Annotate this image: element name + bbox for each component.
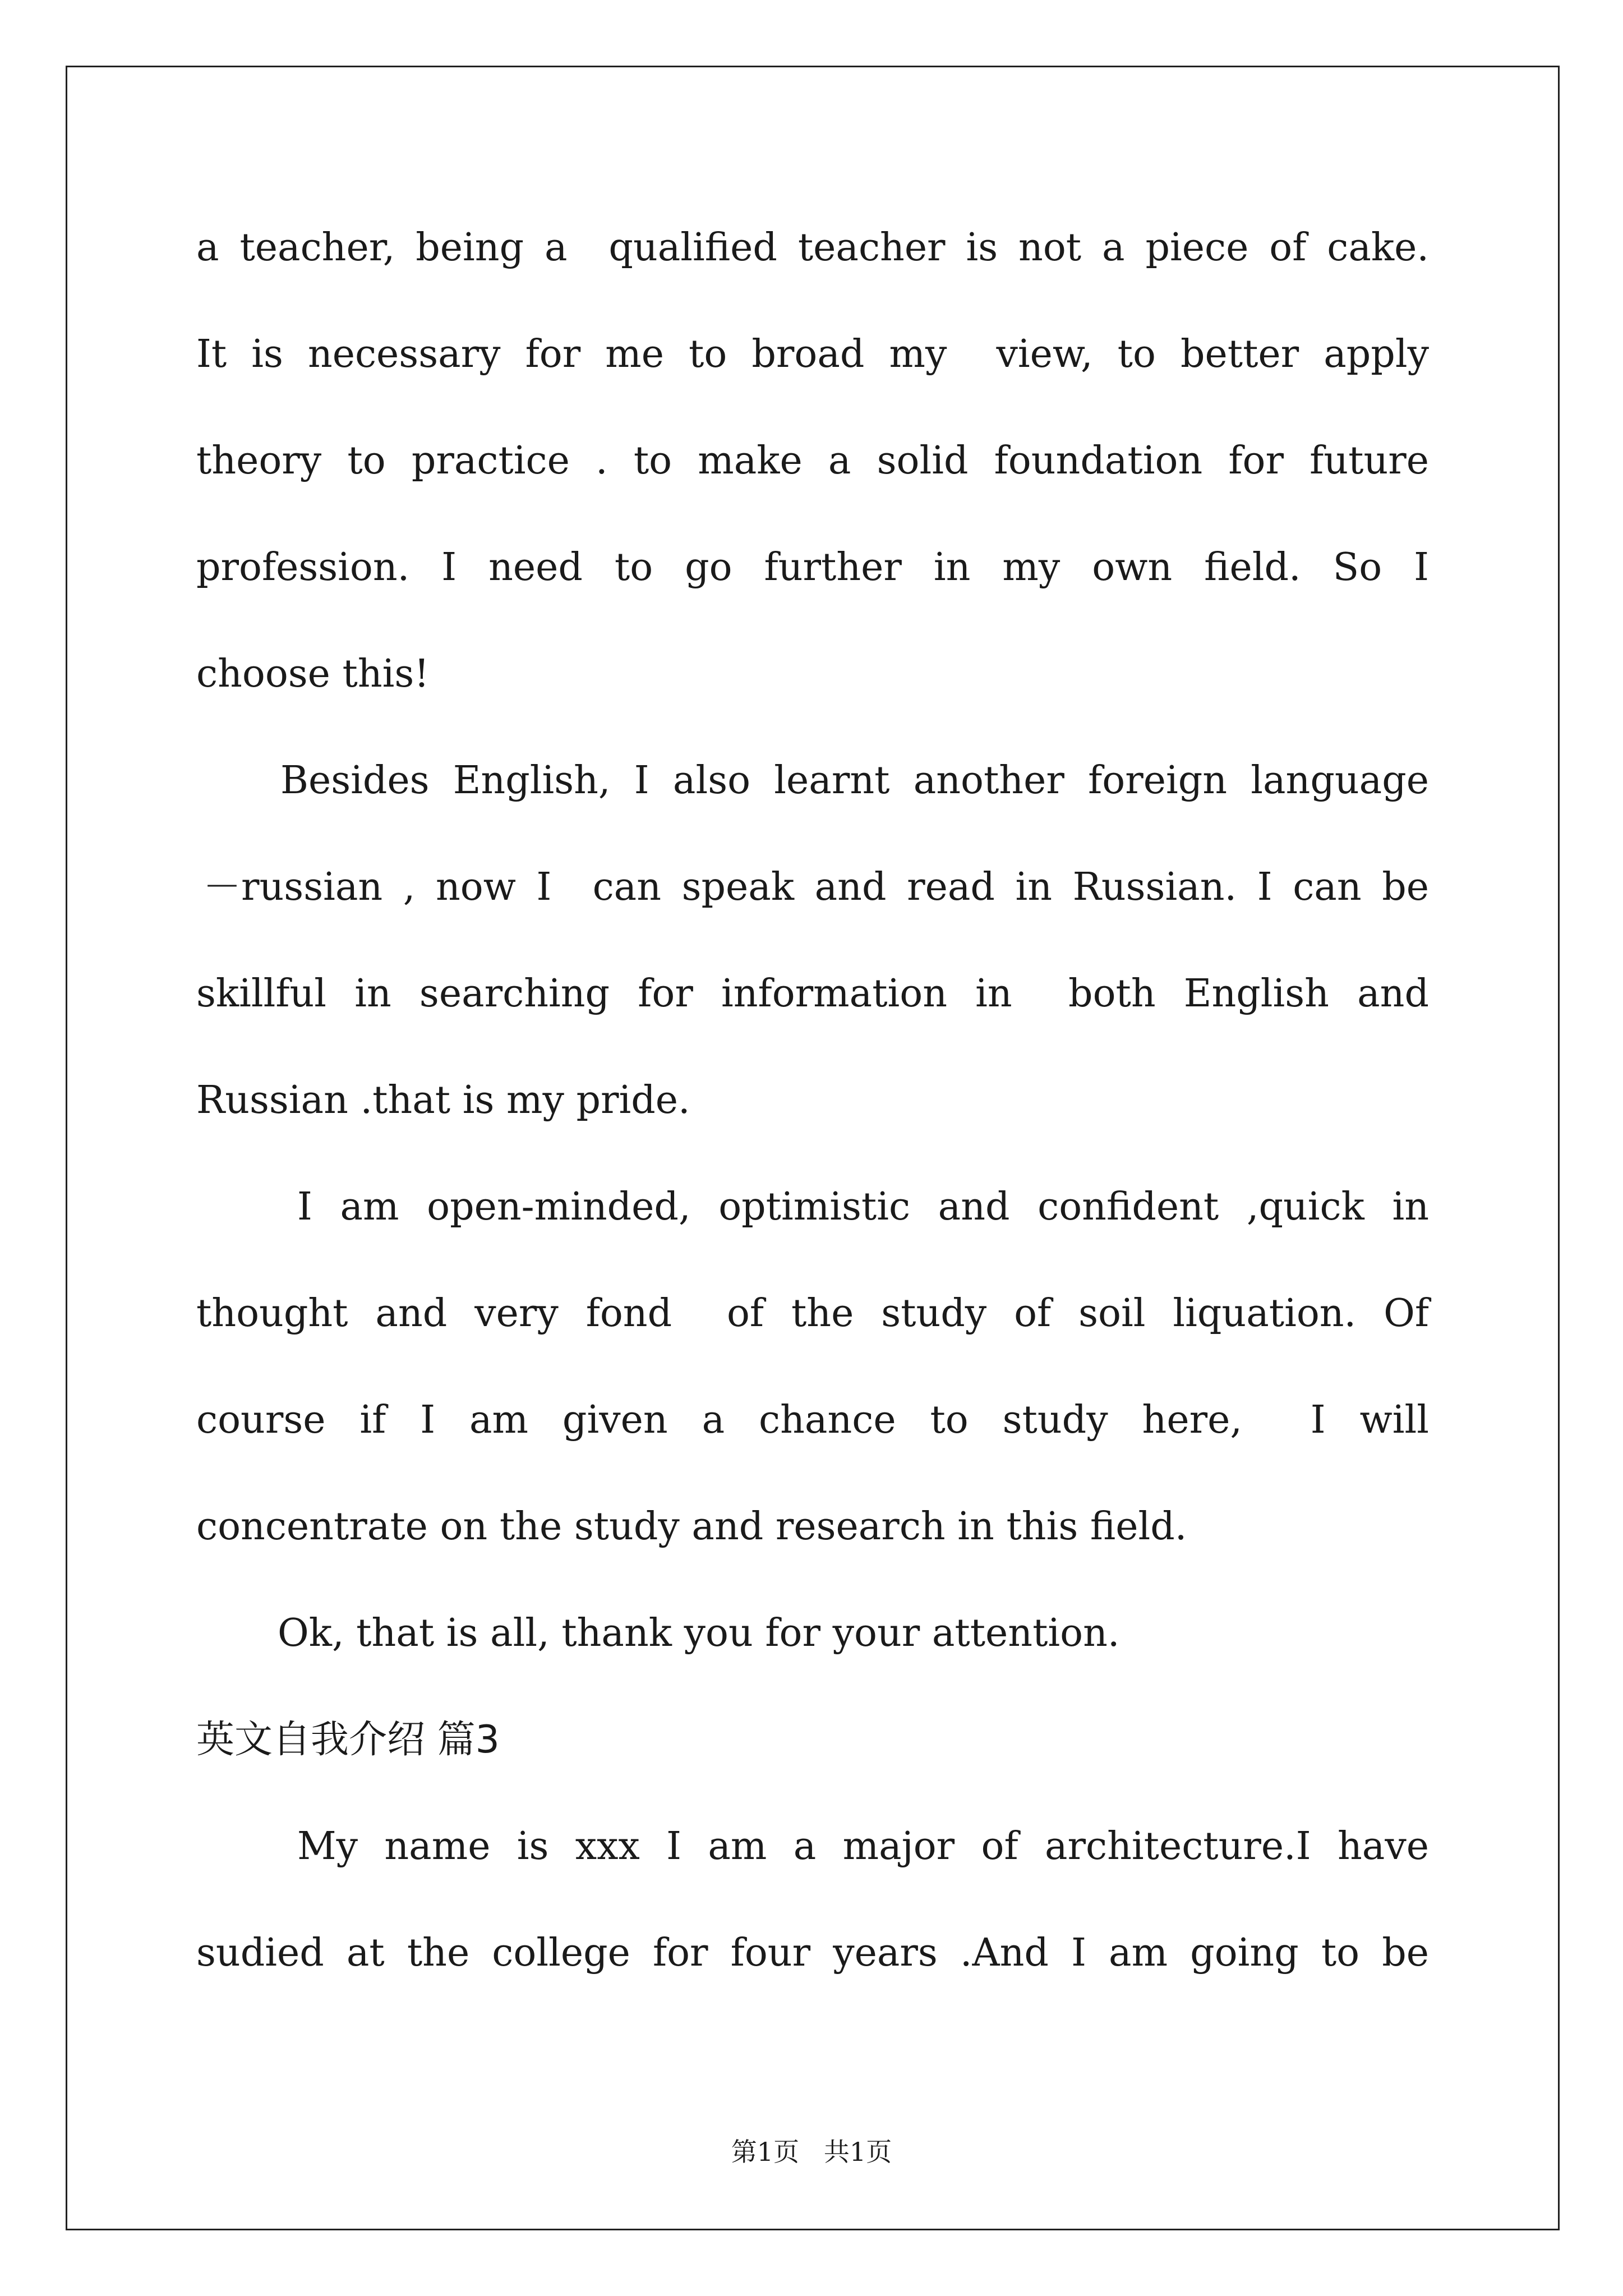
text-line-3: theory to practice . to make a solid foundation for future	[196, 439, 1429, 483]
text-line-7: －russian , now I can speak and read in Russian. I can be	[203, 865, 1429, 909]
text-line-5: choose this!	[196, 652, 430, 696]
text-line-14: Ok, that is all, thank you for your attention.	[278, 1611, 1120, 1655]
text-line-12: course if I am given a chance to study here, I will	[196, 1398, 1429, 1442]
text-line-6: Besides English, I also learnt another foreign language	[280, 758, 1429, 803]
text-line-9: Russian .that is my pride.	[196, 1078, 690, 1122]
text-line-16: My name is xxx I am a major of architecture.I have	[297, 1824, 1429, 1869]
text-line-10: I am open-minded, optimistic and confident ,quick in	[297, 1185, 1429, 1229]
text-line-8: skillful in searching for information in both English and	[196, 972, 1429, 1016]
page-border	[66, 66, 1560, 2230]
page-number-footer: 第1页 共1页	[731, 2137, 892, 2167]
text-line-4: profession. I need to go further in my own field. So I	[196, 545, 1429, 590]
section-heading: 英文自我介绍 篇3	[196, 1718, 500, 1762]
text-line-2: It is necessary for me to broad my view, to better apply	[196, 332, 1429, 376]
text-line-13: concentrate on the study and research in this field.	[196, 1504, 1187, 1549]
text-line-11: thought and very fond of the study of soil liquation. Of	[196, 1291, 1429, 1336]
text-line-17: sudied at the college for four years .And I am going to be	[196, 1931, 1429, 1975]
text-line-1: a teacher, being a qualified teacher is not a piece of cake.	[196, 226, 1429, 270]
